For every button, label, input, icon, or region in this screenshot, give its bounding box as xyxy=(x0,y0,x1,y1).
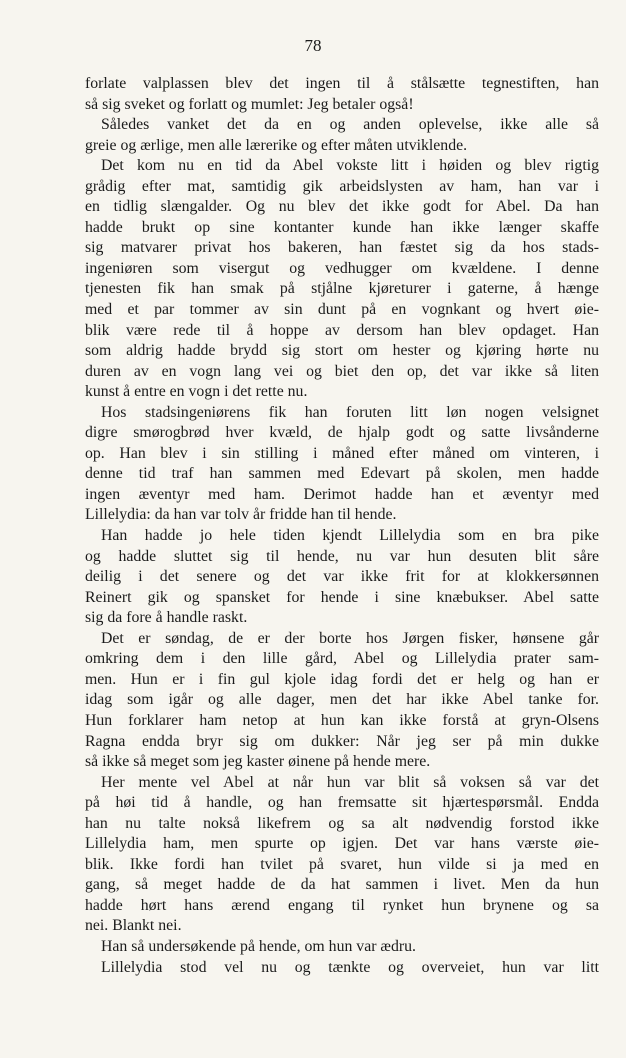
text-line: blik være rede til å hoppe av dersom han blev opdaget. Han xyxy=(85,321,599,339)
text-line: ingeniøren som visergut og vedhugger om kvældene. I denne xyxy=(85,259,599,277)
text-line: hadde hørt hans ærend engang til rynket hun brynene og sa xyxy=(85,896,599,914)
text-line: idag som igår og alle dager, men det har ikke Abel tanke for. xyxy=(85,691,599,709)
body-text xyxy=(85,74,599,978)
text-line: blik. Ikke fordi han tvilet på svaret, hun vilde si ja med en xyxy=(85,855,599,873)
text-line: så ikke så meget som jeg kaster øinene på hende mere. xyxy=(85,753,431,771)
text-line: tjenesten fik han smak på stjålne kjøreturer i gaterne, å hænge xyxy=(85,280,599,298)
text-line: greie og ærlige, men alle lærerike og efter måten utviklende. xyxy=(85,136,468,154)
text-line: denne tid traf han sammen med Edevart på skolen, men hadde xyxy=(85,465,599,483)
text-line: så sig sveket og forlatt og mumlet: Jeg betaler også! xyxy=(85,95,414,113)
text-line: Hos stadsingeniørens fik han foruten litt løn nogen velsignet xyxy=(101,403,599,421)
page-number: 78 xyxy=(304,36,322,55)
text-line: digre smørogbrød hver kvæld, de hjalp godt og satte livsånderne xyxy=(85,424,599,442)
text-line: sig matvarer privat hos bakeren, han fæstet sig da hos stads- xyxy=(85,239,599,257)
text-line: kunst å entre en vogn i det rette nu. xyxy=(85,383,308,401)
text-line: duren av en vogn lang vei og biet den op, det var ikke så liten xyxy=(85,362,599,380)
text-line: sig da fore å handle raskt. xyxy=(85,609,248,627)
text-line: ingen æventyr med ham. Derimot hadde han et æventyr med xyxy=(85,485,599,503)
text-line: Han hadde jo hele tiden kjendt Lillelydia som en bra pike xyxy=(101,527,599,545)
text-line: hadde brukt op sine kontanter kunde han ikke længer skaffe xyxy=(85,218,599,236)
text-line: Her mente vel Abel at når hun var blit så voksen så var det xyxy=(101,773,599,791)
text-line: Ragna endda bryr sig om dukker: Når jeg ser på min dukke xyxy=(85,732,599,750)
text-line: deilig i det senere og det var ikke frit for at klokkersønnen xyxy=(85,568,599,586)
text-line: forlate valplassen blev det ingen til å stålsætte tegnestiften, han xyxy=(85,75,599,92)
text-line: og hadde sluttet sig til hende, nu var hun desuten blit såre xyxy=(85,547,599,565)
text-line: en tidlig slængalder. Og nu blev det ikke godt for Abel. Da han xyxy=(85,198,599,216)
text-line: op. Han blev i sin stilling i måned efter måned om vinteren, i xyxy=(85,444,599,462)
text-line: som aldrig hadde brydd sig stort om hester og kjøring hørte nu xyxy=(85,342,599,360)
text-line: Det er søndag, de er der borte hos Jørgen fisker, hønsene går xyxy=(101,629,599,647)
text-line: Det kom nu en tid da Abel vokste litt i høiden og blev rigtig xyxy=(101,157,599,175)
text-line: han nu talte nokså likefrem og sa alt nødvendig forstod ikke xyxy=(85,814,599,832)
text-line: Lillelydia ham, men spurte op igjen. Det var hans værste øie- xyxy=(85,835,599,853)
text-line: men. Hun er i fin gul kjole idag fordi det er helg og han er xyxy=(85,670,599,688)
text-line: Lillelydia stod vel nu og tænkte og overveiet, hun var litt xyxy=(101,958,599,976)
text-line: Han så undersøkende på hende, om hun var ædru. xyxy=(101,937,416,955)
text-line: med et par tommer av sin dunt på en vognkant og hvert øie- xyxy=(85,301,599,319)
text-line: Reinert gik og spansket for hende i sine knæbukser. Abel satte xyxy=(85,588,599,606)
text-line: Hun forklarer ham netop at hun kan ikke forstå at gryn-Olsens xyxy=(85,711,599,729)
text-line: Således vanket det da en og anden oplevelse, ikke alle så xyxy=(101,116,599,134)
text-line: Lillelydia: da han var tolv år fridde han til hende. xyxy=(85,506,397,524)
text-line: på høi tid å handle, og han fremsatte sit hjærtespørsmål. Endda xyxy=(85,794,599,812)
text-line: grådig efter mat, samtidig gik arbeidslysten av ham, han var i xyxy=(85,177,599,195)
text-line: gang, så meget hadde de da hat sammen i livet. Men da hun xyxy=(85,876,599,894)
text-line: nei. Blankt nei. xyxy=(85,917,182,935)
text-line: omkring dem i den lille gård, Abel og Lillelydia prater sam- xyxy=(85,650,599,668)
